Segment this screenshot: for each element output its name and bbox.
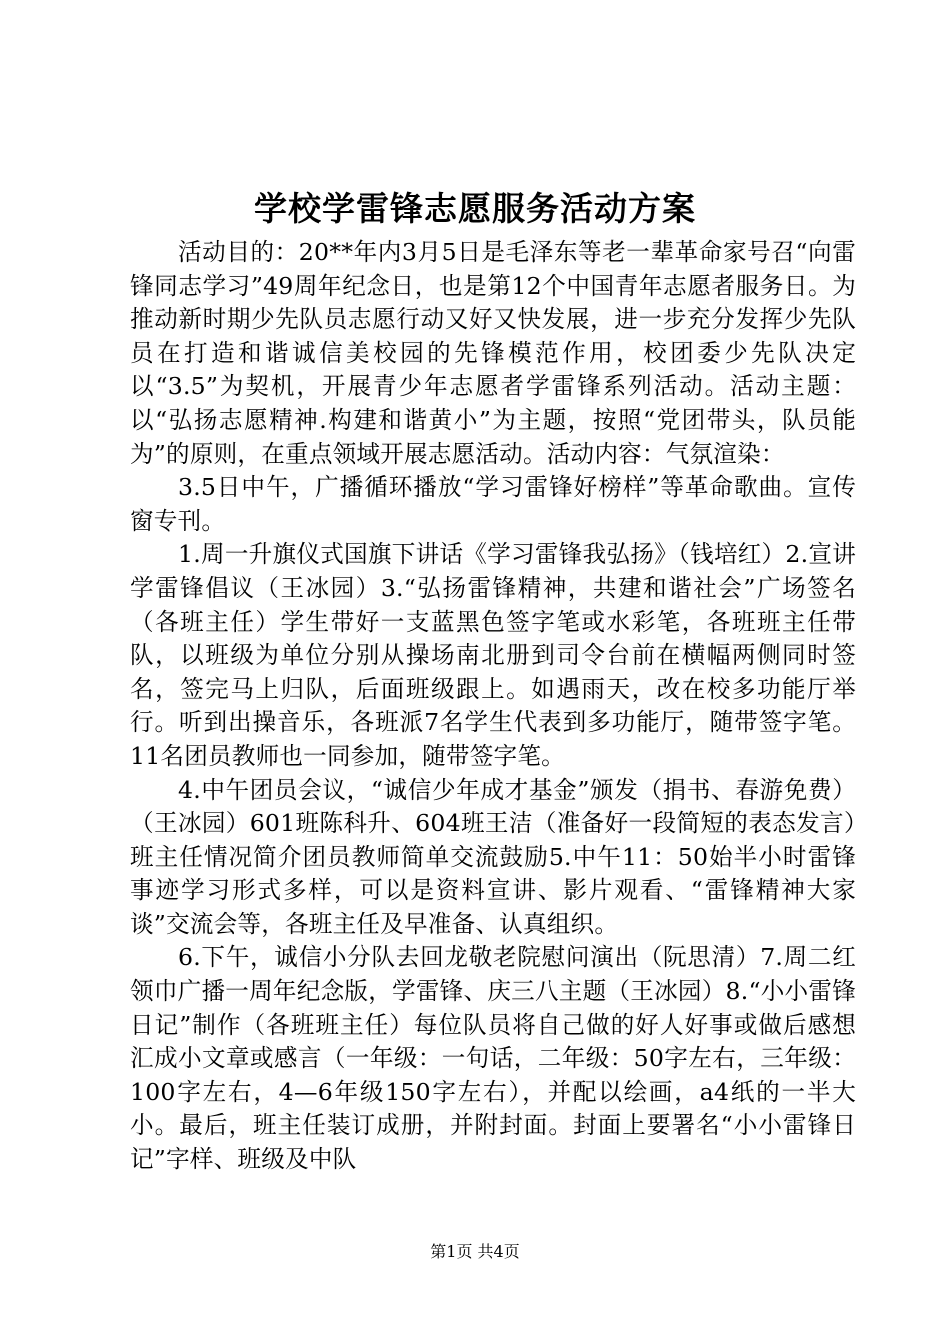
paragraph-purpose: 活动目的：20**年内3月5日是毛泽东等老一辈革命家号召“向雷锋同志学习”49周年纪念日，也是第12个中国青年志愿者服务日。为推动新时期少先队员志愿行动又好又快发展，进一步充分发挥少先队员在打造和谐诚信美校园的先锋模范作用，校团委少先队决定以“3.5”为契机，开展青少年志愿者学雷锋系列活动。活动主题：以“弘扬志愿精神.构建和谐黄小”为主题，按照“党团带头，队员能为”的原则，在重点领域开展志愿活动。活动内容：气氛渲染：: [130, 238, 856, 468]
paragraph-member-meeting: 4.中午团员会议，“诚信少年成才基金”颁发（捐书、春游免费）（王冰园）601班陈科升、604班王洁（准备好一段简短的表态发言）班主任情况简介团员教师简单交流鼓励5.中午11：50始半小时雷锋事迹学习形式多样，可以是资料宣讲、影片观看、“雷锋精神大家谈”交流会等，各班主任及早准备、认真组织。: [130, 775, 856, 938]
paragraph-flag-ceremony: 1.周一升旗仪式国旗下讲话《学习雷锋我弘扬》（钱培红）2.宣讲学雷锋倡议（王冰园）3.“弘扬雷锋精神，共建和谐社会”广场签名（各班主任）学生带好一支蓝黑色签字笔或水彩笔，各班班主任带队，以班级为单位分别从操场南北册到司令台前在横幅两侧同时签名，签完马上归队，后面班级跟上。如遇雨天，改在校多功能厅举行。听到出操音乐，各班派7名学生代表到多功能厅，随带签字笔。11名团员教师也一同参加，随带签字笔。: [130, 540, 856, 770]
paragraph-broadcast: 3.5日中午，广播循环播放“学习雷锋好榜样”等革命歌曲。宣传窗专刊。: [130, 473, 856, 535]
document-body: [130, 236, 856, 1177]
page-footer: 第1页 共4页: [430, 1242, 520, 1261]
paragraph-afternoon-activities: 6.下午，诚信小分队去回龙敬老院慰问演出（阮思清）7.周二红领巾广播一周年纪念版，学雷锋、庆三八主题（王冰园）8.“小小雷锋日记”制作（各班班主任）每位队员将自己做的好人好事或做后感想汇成小文章或感言（一年级：一句话，二年级：50字左右，三年级：100字左右，4—6年级150字左右），并配以绘画，a4纸的一半大小。最后，班主任装订成册，并附封面。封面上要署名“小小雷锋日记”字样、班级及中队: [130, 943, 856, 1174]
document-title: 学校学雷锋志愿服务活动方案: [254, 189, 696, 228]
